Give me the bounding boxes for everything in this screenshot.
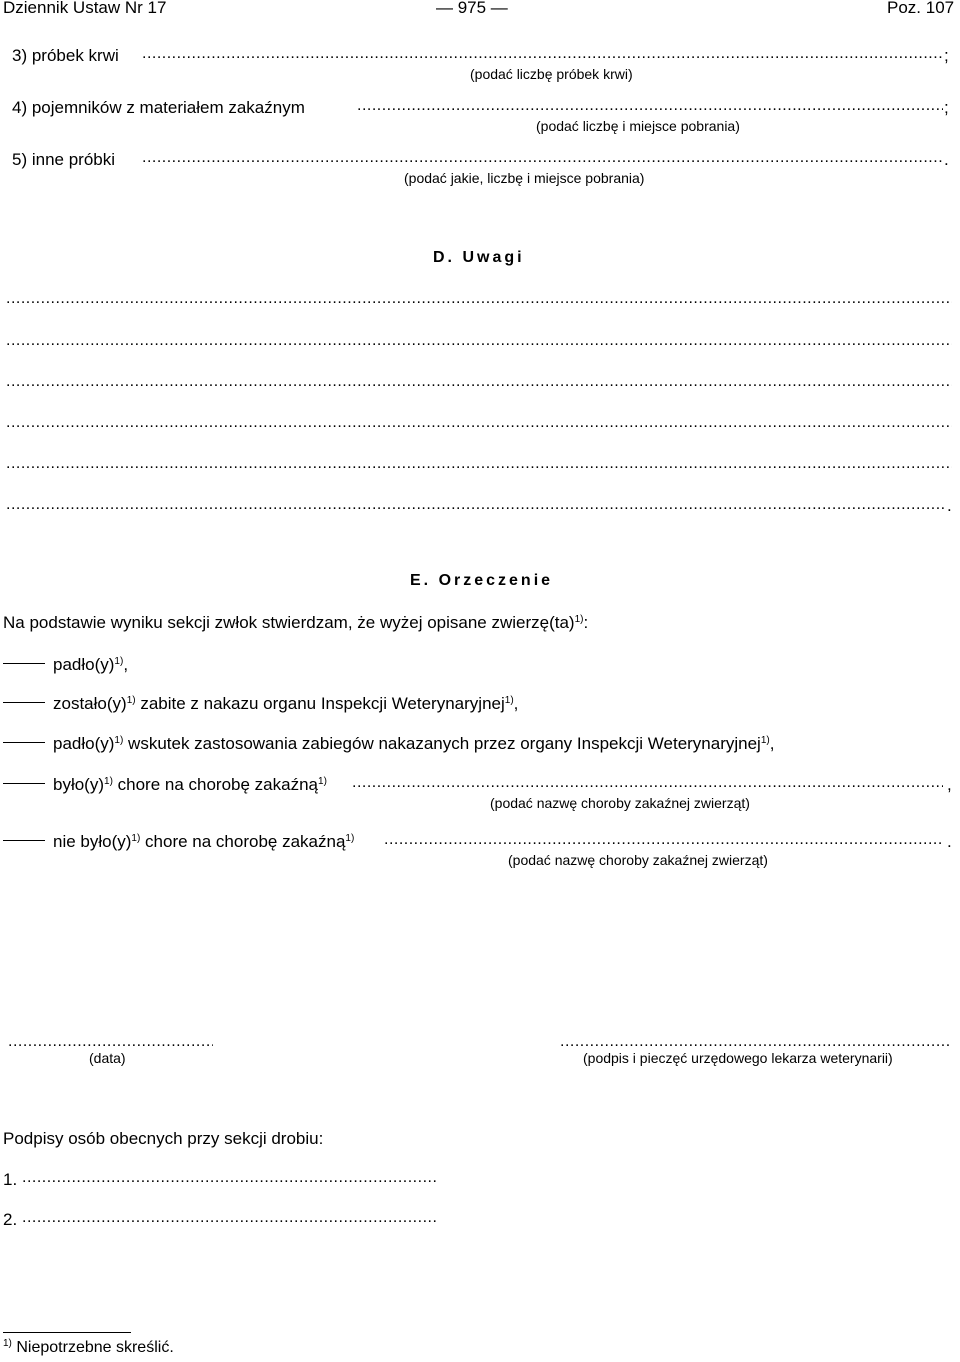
uwagi-final-end: .: [947, 496, 952, 515]
was-not-sick-end: .: [947, 832, 952, 851]
sample-other-end: .: [944, 150, 949, 169]
uwagi-line-4[interactable]: [6, 414, 952, 432]
position-number: Poz. 107: [887, 0, 955, 17]
sample-blood-label: 3) próbek krwi: [12, 46, 119, 65]
verdict-item-was-sick[interactable]: $było(y)^{1)}$ chore na chorobę zakaźną$^{1)}$: [3, 775, 327, 795]
sample-containers-fill-line[interactable]: [357, 97, 943, 115]
uwagi-line-2[interactable]: [6, 332, 952, 350]
dash-marker: [3, 783, 45, 784]
uwagi-line-5[interactable]: [6, 455, 952, 473]
was-sick-caption: (podać nazwę choroby zakaźnej zwierząt): [490, 795, 750, 811]
orzeczenie-intro: Na podstawie wyniku sekcji zwłok stwierdzam, że wyżej opisane zwierzę(ta)$^{1)}$:: [3, 613, 589, 632]
page-number: — 975 —: [436, 0, 508, 17]
uwagi-line-1[interactable]: [6, 290, 952, 308]
verdict-item-died-treatment[interactable]: $padło(y)^{1)}$ wskutek zastosowania zabiegów nakazanych przez organy Inspekcji Weterynaryjnej$^{1)}$,: [3, 734, 774, 754]
verdict-item-killed[interactable]: $zostało(y)^{1)}$ zabite z nakazu organu Inspekcji Weterynaryjnej$^{1)}$,: [3, 694, 518, 714]
footnote: $^{1)}$ Niepotrzebne skreślić.: [3, 1338, 174, 1356]
sample-blood-end: ;: [944, 46, 949, 65]
dash-marker: [3, 702, 45, 703]
sample-other-caption: (podać jakie, liczbę i miejsce pobrania): [404, 170, 645, 186]
was-not-sick-caption: (podać nazwę choroby zakaźnej zwierząt): [508, 852, 768, 868]
date-caption: (data): [89, 1050, 126, 1066]
verdict-item-died[interactable]: $padło(y)^{1)}$,: [3, 655, 128, 675]
was-not-sick-disease-line[interactable]: [384, 831, 943, 849]
section-heading-uwagi: D. Uwagi: [433, 249, 525, 266]
sample-blood-fill-line[interactable]: [142, 45, 942, 63]
sample-blood-caption: (podać liczbę próbek krwi): [470, 66, 633, 82]
vet-signature-line[interactable]: [560, 1033, 952, 1051]
was-sick-disease-line[interactable]: [352, 774, 943, 792]
footnote-ref: 1): [574, 614, 584, 625]
sample-containers-label: 4) pojemników z materiałem zakaźnym: [12, 98, 305, 117]
sample-other-fill-line[interactable]: [142, 149, 942, 167]
vet-signature-caption: (podpis i pieczęć urzędowego lekarza weterynarii): [583, 1050, 893, 1066]
verdict-item-was-not-sick[interactable]: nie $było(y)^{1)}$ chore na chorobę zakaźną$^{1)}$: [3, 832, 354, 852]
dash-marker: [3, 840, 45, 841]
uwagi-line-6[interactable]: [6, 496, 944, 514]
sample-containers-end: ;: [944, 98, 949, 117]
attendees-title: Podpisy osób obecnych przy sekcji drobiu:: [3, 1129, 324, 1148]
date-line[interactable]: [8, 1033, 213, 1051]
section-heading-orzeczenie: E. Orzeczenie: [410, 572, 554, 589]
footnote-divider: [3, 1332, 131, 1333]
sample-containers-caption: (podać liczbę i miejsce pobrania): [536, 118, 740, 134]
attendee-line-1[interactable]: [22, 1169, 437, 1187]
attendee-line-2[interactable]: [22, 1209, 437, 1227]
attendee-number-1: 1.: [3, 1170, 18, 1189]
sample-other-label: 5) inne próbki: [12, 150, 116, 169]
dash-marker: [3, 663, 45, 664]
journal-title: Dziennik Ustaw Nr 17: [3, 0, 167, 17]
uwagi-line-3[interactable]: [6, 373, 952, 391]
was-sick-end: ,: [947, 775, 952, 794]
attendee-number-2: 2.: [3, 1210, 18, 1229]
dash-marker: [3, 742, 45, 743]
